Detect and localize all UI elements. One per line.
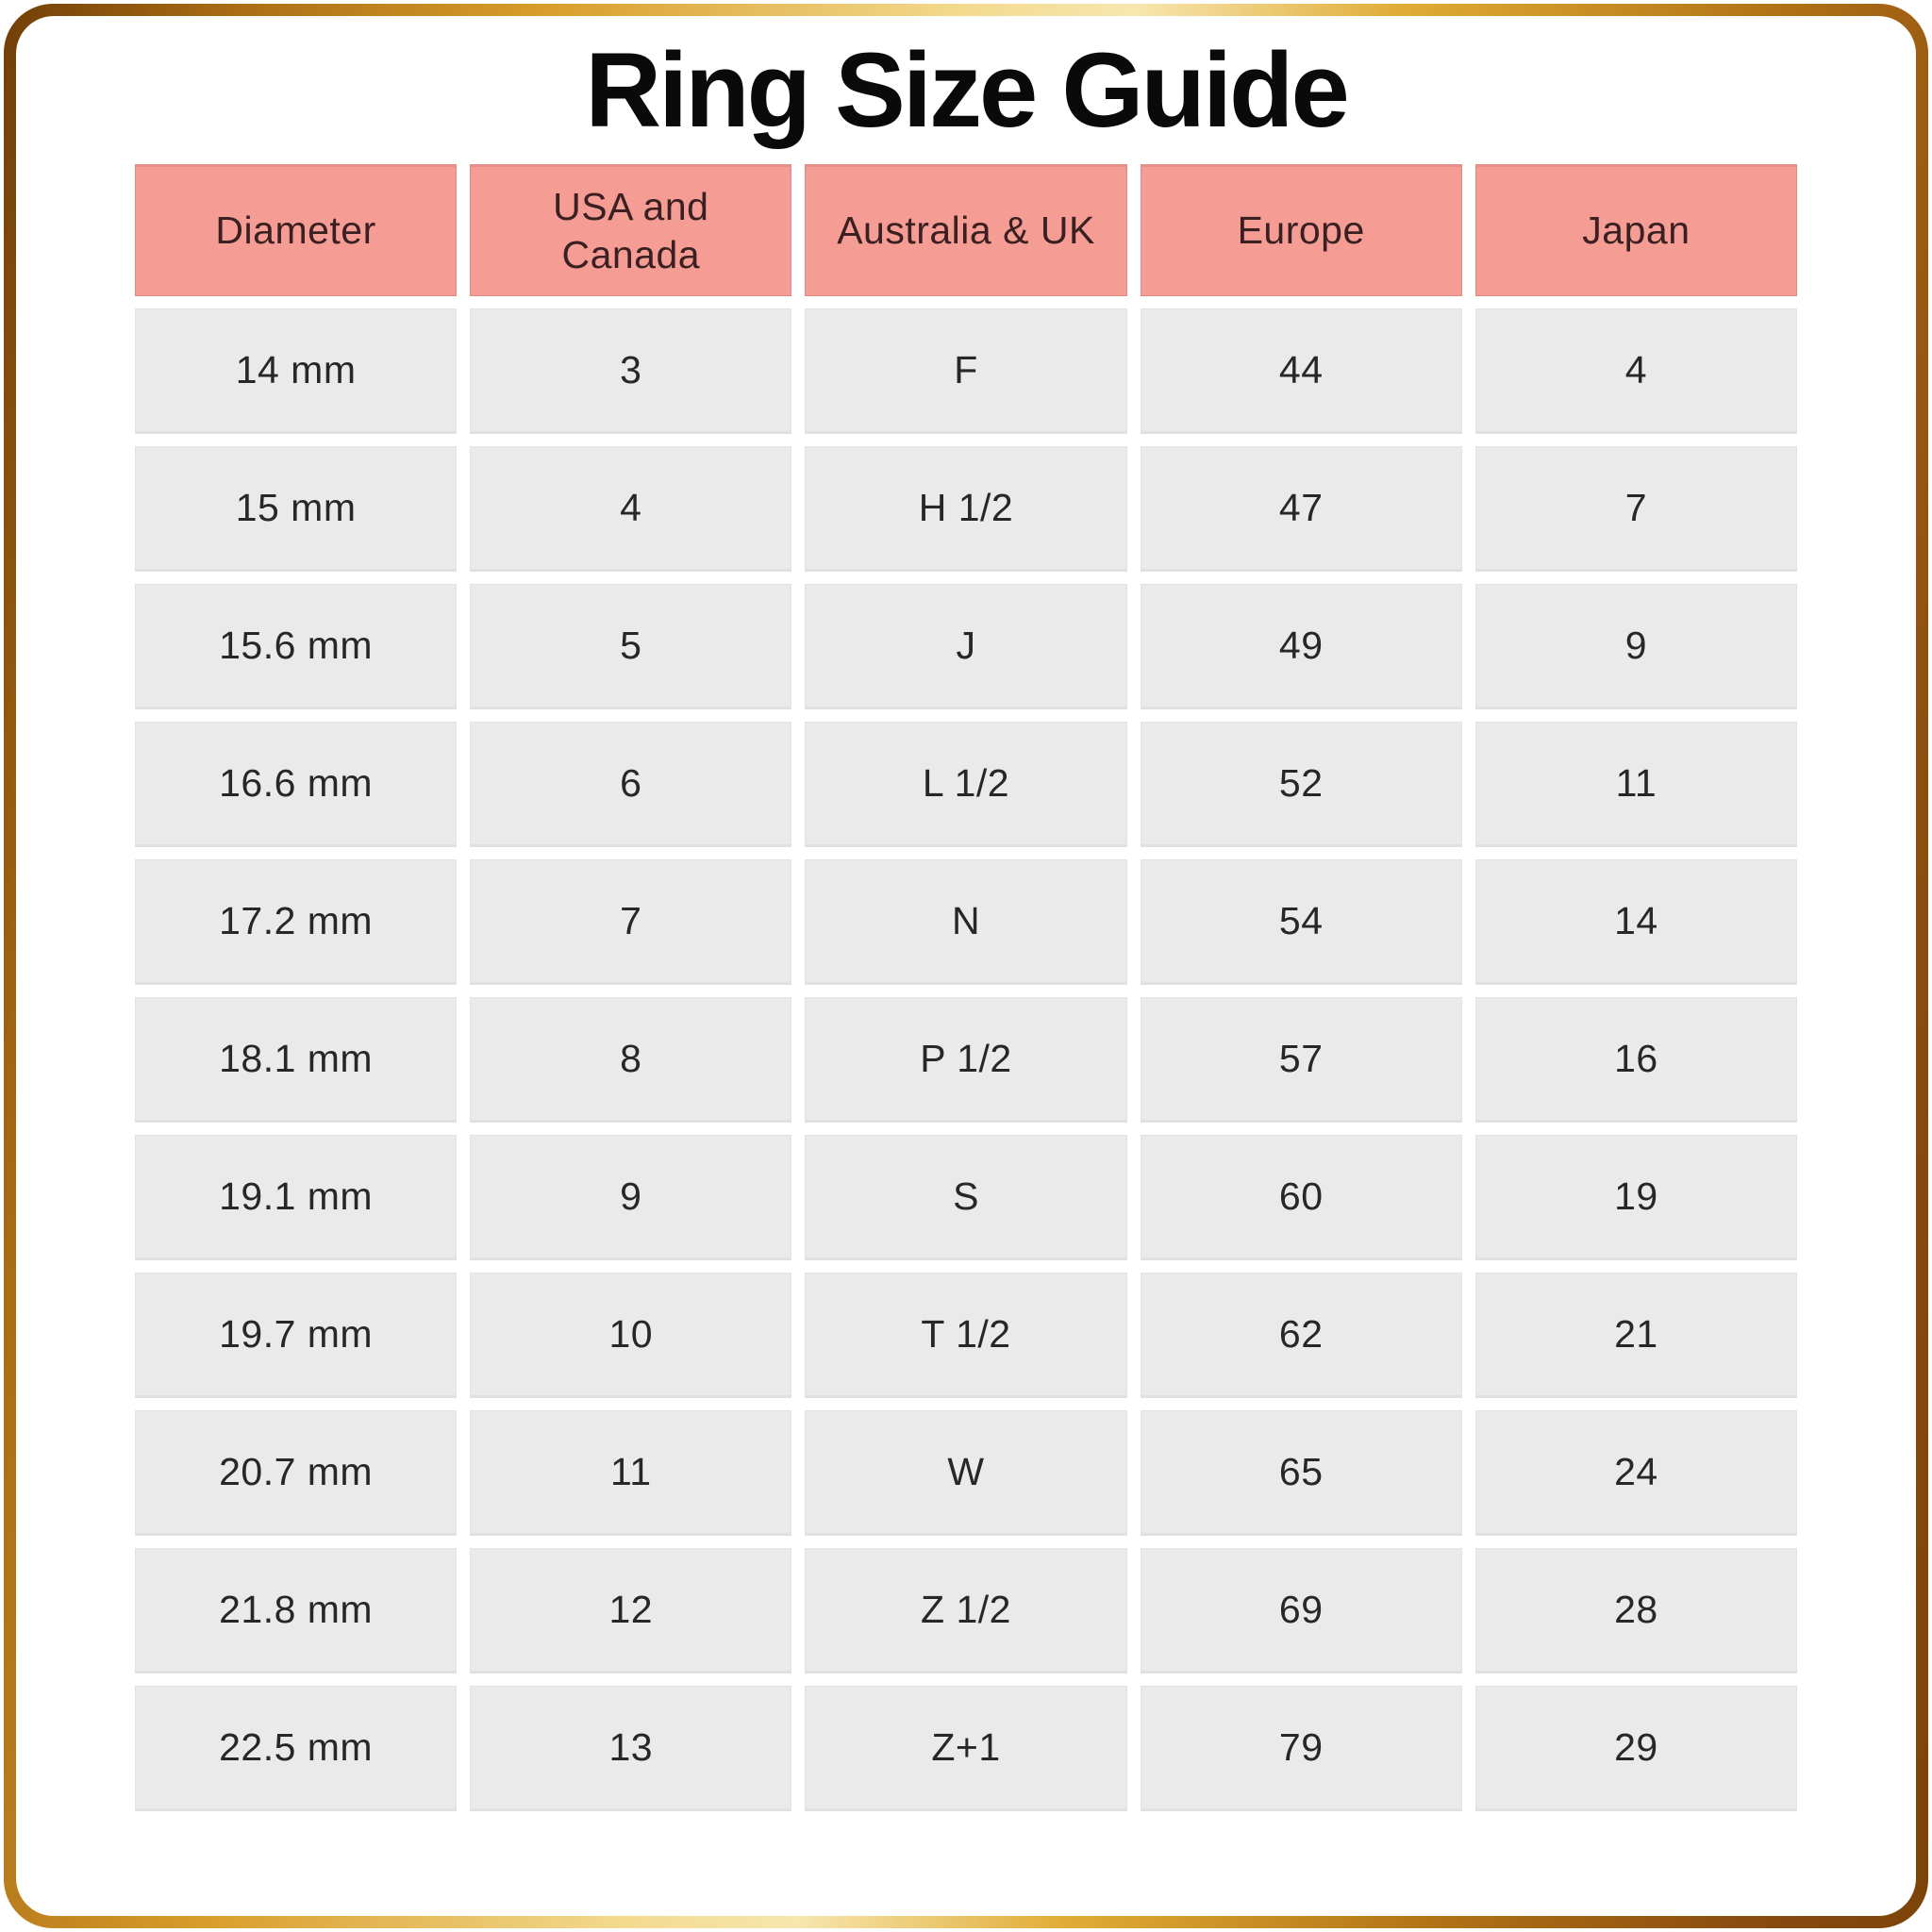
table-cell: 62 bbox=[1141, 1273, 1462, 1398]
table-cell: 79 bbox=[1141, 1686, 1462, 1811]
table-cell: J bbox=[805, 584, 1126, 709]
table-cell: 65 bbox=[1141, 1410, 1462, 1536]
table-cell: 7 bbox=[1475, 446, 1797, 572]
column-header: Diameter bbox=[135, 164, 457, 296]
table-cell: 54 bbox=[1141, 859, 1462, 985]
ring-size-table bbox=[135, 164, 1797, 1811]
table-cell: 15 mm bbox=[135, 446, 457, 572]
table-cell: S bbox=[805, 1135, 1126, 1260]
column-header: USA and Canada bbox=[470, 164, 791, 296]
table-cell: H 1/2 bbox=[805, 446, 1126, 572]
table-cell: 8 bbox=[470, 997, 791, 1123]
table-cell: F bbox=[805, 308, 1126, 434]
column-header: Europe bbox=[1141, 164, 1462, 296]
table-cell: 14 bbox=[1475, 859, 1797, 985]
table-cell: 57 bbox=[1141, 997, 1462, 1123]
table-cell: 13 bbox=[470, 1686, 791, 1811]
content-area bbox=[16, 16, 1916, 1916]
table-cell: 16.6 mm bbox=[135, 722, 457, 847]
table-cell: P 1/2 bbox=[805, 997, 1126, 1123]
table-cell: 21 bbox=[1475, 1273, 1797, 1398]
table-cell: 44 bbox=[1141, 308, 1462, 434]
gold-frame bbox=[4, 4, 1928, 1928]
table-cell: L 1/2 bbox=[805, 722, 1126, 847]
table-cell: 20.7 mm bbox=[135, 1410, 457, 1536]
table-cell: 29 bbox=[1475, 1686, 1797, 1811]
page-title: Ring Size Guide bbox=[585, 31, 1347, 149]
table-cell: 28 bbox=[1475, 1548, 1797, 1674]
table-cell: W bbox=[805, 1410, 1126, 1536]
table-cell: 21.8 mm bbox=[135, 1548, 457, 1674]
table-cell: 17.2 mm bbox=[135, 859, 457, 985]
table-cell: 4 bbox=[470, 446, 791, 572]
column-header: Japan bbox=[1475, 164, 1797, 296]
table-cell: 19.7 mm bbox=[135, 1273, 457, 1398]
table-cell: 47 bbox=[1141, 446, 1462, 572]
table-cell: 14 mm bbox=[135, 308, 457, 434]
table-cell: 49 bbox=[1141, 584, 1462, 709]
table-cell: 11 bbox=[1475, 722, 1797, 847]
table-cell: 18.1 mm bbox=[135, 997, 457, 1123]
table-cell: 9 bbox=[1475, 584, 1797, 709]
table-cell: Z+1 bbox=[805, 1686, 1126, 1811]
table-cell: Z 1/2 bbox=[805, 1548, 1126, 1674]
table-cell: 7 bbox=[470, 859, 791, 985]
table-cell: 12 bbox=[470, 1548, 791, 1674]
column-header: Australia & UK bbox=[805, 164, 1126, 296]
table-cell: 69 bbox=[1141, 1548, 1462, 1674]
table-cell: N bbox=[805, 859, 1126, 985]
table-cell: 16 bbox=[1475, 997, 1797, 1123]
table-cell: 5 bbox=[470, 584, 791, 709]
table-cell: 60 bbox=[1141, 1135, 1462, 1260]
table-cell: 24 bbox=[1475, 1410, 1797, 1536]
table-cell: 22.5 mm bbox=[135, 1686, 457, 1811]
table-cell: 9 bbox=[470, 1135, 791, 1260]
table-cell: 19 bbox=[1475, 1135, 1797, 1260]
table-cell: 11 bbox=[470, 1410, 791, 1536]
table-cell: 4 bbox=[1475, 308, 1797, 434]
table-cell: 19.1 mm bbox=[135, 1135, 457, 1260]
table-cell: 15.6 mm bbox=[135, 584, 457, 709]
table-cell: T 1/2 bbox=[805, 1273, 1126, 1398]
table-cell: 10 bbox=[470, 1273, 791, 1398]
table-cell: 6 bbox=[470, 722, 791, 847]
table-cell: 3 bbox=[470, 308, 791, 434]
table-cell: 52 bbox=[1141, 722, 1462, 847]
